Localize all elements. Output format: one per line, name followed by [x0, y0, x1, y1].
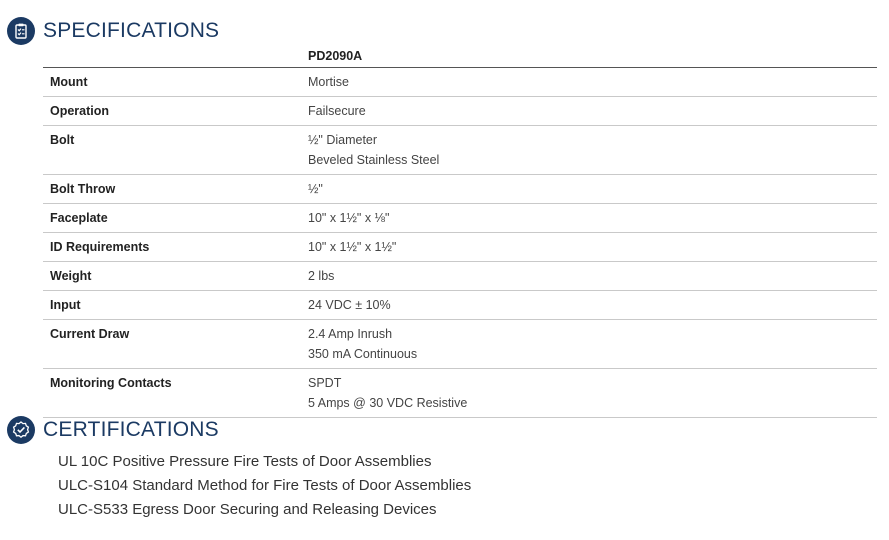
certification-item: UL 10C Positive Pressure Fire Tests of Door Assemblies	[58, 453, 432, 470]
spec-label: ID Requirements	[43, 233, 301, 262]
spec-header-blank	[43, 45, 301, 68]
certifications-list	[58, 450, 471, 522]
spec-value	[301, 369, 877, 418]
spec-value-line: Failsecure	[308, 104, 366, 118]
spec-value	[301, 68, 877, 97]
spec-value	[301, 204, 877, 233]
spec-value	[301, 97, 877, 126]
spec-label: Input	[43, 291, 301, 320]
spec-value-line: 10" x 1½" x 1½"	[308, 240, 397, 254]
spec-row	[43, 97, 877, 126]
spec-table-body	[43, 68, 877, 418]
spec-label: Monitoring Contacts	[43, 369, 301, 418]
spec-value	[301, 175, 877, 204]
spec-label: Faceplate	[43, 204, 301, 233]
spec-value	[301, 320, 877, 369]
spec-value-line: 5 Amps @ 30 VDC Resistive	[308, 396, 468, 410]
spec-row	[43, 126, 877, 175]
spec-row	[43, 369, 877, 418]
spec-value-line: ½"	[308, 182, 323, 196]
spec-value	[301, 262, 877, 291]
certified-badge-icon	[7, 416, 35, 444]
spec-value-line: 10" x 1½" x ⅛"	[308, 211, 390, 225]
spec-label: Operation	[43, 97, 301, 126]
spec-row	[43, 233, 877, 262]
spec-value-line: SPDT	[308, 376, 342, 390]
spec-row	[43, 262, 877, 291]
spec-value	[301, 291, 877, 320]
spec-value	[301, 233, 877, 262]
spec-value-line: 2.4 Amp Inrush	[308, 327, 393, 341]
certification-item: ULC-S533 Egress Door Securing and Releasing Devices	[58, 501, 437, 518]
certifications-header	[7, 416, 219, 444]
spec-label: Weight	[43, 262, 301, 291]
spec-row	[43, 175, 877, 204]
spec-label: Bolt	[43, 126, 301, 175]
model-header: PD2090A	[308, 49, 363, 63]
spec-value-line: ½" Diameter	[308, 133, 378, 147]
spec-label: Mount	[43, 68, 301, 97]
spec-row	[43, 204, 877, 233]
spec-value-line: 2 lbs	[308, 269, 335, 283]
specifications-title: SPECIFICATIONS	[43, 19, 220, 42]
spec-value-line: 24 VDC ± 10%	[308, 298, 391, 312]
clipboard-check-icon	[7, 17, 35, 45]
spec-label: Current Draw	[43, 320, 301, 369]
specifications-header	[7, 17, 219, 45]
spec-value	[301, 126, 877, 175]
certifications-title: CERTIFICATIONS	[43, 418, 219, 441]
spec-label: Bolt Throw	[43, 175, 301, 204]
specifications-table	[43, 45, 877, 418]
spec-value-line: 350 mA Continuous	[308, 347, 418, 361]
spec-row	[43, 291, 877, 320]
spec-row	[43, 320, 877, 369]
spec-value-line: Beveled Stainless Steel	[308, 153, 440, 167]
spec-row	[43, 68, 877, 97]
spec-value-line: Mortise	[308, 75, 349, 89]
certification-item: ULC-S104 Standard Method for Fire Tests of Door Assemblies	[58, 477, 472, 494]
